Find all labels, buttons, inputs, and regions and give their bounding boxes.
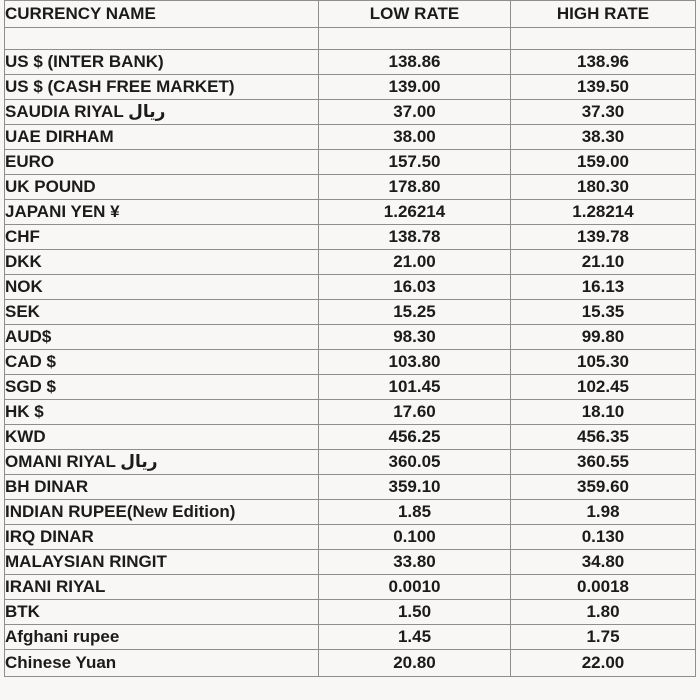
high-rate-cell: 1.98 bbox=[511, 500, 696, 525]
table-row bbox=[5, 100, 696, 125]
high-rate-cell: 0.130 bbox=[511, 525, 696, 550]
table-row bbox=[5, 650, 696, 677]
table-header-row bbox=[5, 1, 696, 28]
table-row bbox=[5, 200, 696, 225]
low-rate-cell: 33.80 bbox=[319, 550, 511, 575]
blank-row bbox=[5, 28, 696, 50]
high-rate-cell: 15.35 bbox=[511, 300, 696, 325]
high-rate-cell: 138.96 bbox=[511, 50, 696, 75]
currency-name-cell: EURO bbox=[5, 150, 319, 175]
low-rate-cell: 15.25 bbox=[319, 300, 511, 325]
high-rate-cell: 456.35 bbox=[511, 425, 696, 450]
currency-name-cell: Afghani rupee bbox=[5, 625, 319, 650]
high-rate-cell: 105.30 bbox=[511, 350, 696, 375]
table-row bbox=[5, 600, 696, 625]
table-row bbox=[5, 575, 696, 600]
currency-name-cell: BH DINAR bbox=[5, 475, 319, 500]
currency-name-cell: OMANI RIYAL ریال bbox=[5, 450, 319, 475]
table-row bbox=[5, 250, 696, 275]
low-rate-cell: 1.85 bbox=[319, 500, 511, 525]
high-rate-cell: 18.10 bbox=[511, 400, 696, 425]
low-rate-cell: 1.26214 bbox=[319, 200, 511, 225]
table-row bbox=[5, 550, 696, 575]
low-rate-cell: 1.50 bbox=[319, 600, 511, 625]
currency-name-cell: US $ (INTER BANK) bbox=[5, 50, 319, 75]
table-row bbox=[5, 225, 696, 250]
table-row bbox=[5, 525, 696, 550]
currency-name-cell: DKK bbox=[5, 250, 319, 275]
currency-name-cell: INDIAN RUPEE(New Edition) bbox=[5, 500, 319, 525]
low-rate-cell: 20.80 bbox=[319, 650, 511, 677]
currency-name-cell: JAPANI YEN ¥ bbox=[5, 200, 319, 225]
currency-name-cell: HK $ bbox=[5, 400, 319, 425]
table-row bbox=[5, 475, 696, 500]
low-rate-cell: 38.00 bbox=[319, 125, 511, 150]
currency-name-cell: NOK bbox=[5, 275, 319, 300]
currency-name-cell: BTK bbox=[5, 600, 319, 625]
high-rate-cell: 1.75 bbox=[511, 625, 696, 650]
currency-name-cell: UK POUND bbox=[5, 175, 319, 200]
currency-name-cell: MALAYSIAN RINGIT bbox=[5, 550, 319, 575]
currency-name-cell: SGD $ bbox=[5, 375, 319, 400]
high-rate-cell: 0.0018 bbox=[511, 575, 696, 600]
low-rate-cell: 0.100 bbox=[319, 525, 511, 550]
table-row bbox=[5, 50, 696, 75]
header-low-rate: LOW RATE bbox=[319, 1, 511, 28]
low-rate-cell: 17.60 bbox=[319, 400, 511, 425]
high-rate-cell: 99.80 bbox=[511, 325, 696, 350]
low-rate-cell: 360.05 bbox=[319, 450, 511, 475]
high-rate-cell: 22.00 bbox=[511, 650, 696, 677]
table-row bbox=[5, 300, 696, 325]
high-rate-cell: 34.80 bbox=[511, 550, 696, 575]
high-rate-cell: 38.30 bbox=[511, 125, 696, 150]
low-rate-cell: 101.45 bbox=[319, 375, 511, 400]
currency-name-cell: KWD bbox=[5, 425, 319, 450]
table-row bbox=[5, 175, 696, 200]
high-rate-cell: 102.45 bbox=[511, 375, 696, 400]
table-row bbox=[5, 500, 696, 525]
table-row bbox=[5, 75, 696, 100]
high-rate-cell: 21.10 bbox=[511, 250, 696, 275]
table-row bbox=[5, 400, 696, 425]
currency-name-cell: IRANI RIYAL bbox=[5, 575, 319, 600]
table-row bbox=[5, 325, 696, 350]
low-rate-cell: 16.03 bbox=[319, 275, 511, 300]
table-row bbox=[5, 125, 696, 150]
high-rate-cell: 139.50 bbox=[511, 75, 696, 100]
low-rate-cell: 1.45 bbox=[319, 625, 511, 650]
high-rate-cell: 16.13 bbox=[511, 275, 696, 300]
currency-name-cell: AUD$ bbox=[5, 325, 319, 350]
blank-cell bbox=[319, 28, 511, 50]
currency-name-cell: IRQ DINAR bbox=[5, 525, 319, 550]
low-rate-cell: 21.00 bbox=[319, 250, 511, 275]
low-rate-cell: 359.10 bbox=[319, 475, 511, 500]
currency-name-cell: Chinese Yuan bbox=[5, 650, 319, 677]
low-rate-cell: 157.50 bbox=[319, 150, 511, 175]
low-rate-cell: 37.00 bbox=[319, 100, 511, 125]
high-rate-cell: 1.28214 bbox=[511, 200, 696, 225]
high-rate-cell: 359.60 bbox=[511, 475, 696, 500]
low-rate-cell: 138.86 bbox=[319, 50, 511, 75]
currency-name-cell: SEK bbox=[5, 300, 319, 325]
currency-name-cell: US $ (CASH FREE MARKET) bbox=[5, 75, 319, 100]
table-row bbox=[5, 375, 696, 400]
header-currency-name: CURRENCY NAME bbox=[5, 1, 319, 28]
low-rate-cell: 138.78 bbox=[319, 225, 511, 250]
table-row bbox=[5, 450, 696, 475]
currency-rate-table bbox=[4, 0, 696, 677]
table-row bbox=[5, 350, 696, 375]
high-rate-cell: 180.30 bbox=[511, 175, 696, 200]
low-rate-cell: 103.80 bbox=[319, 350, 511, 375]
table-row bbox=[5, 150, 696, 175]
currency-name-cell: CAD $ bbox=[5, 350, 319, 375]
table-row bbox=[5, 425, 696, 450]
table-row bbox=[5, 275, 696, 300]
low-rate-cell: 178.80 bbox=[319, 175, 511, 200]
rate-rows bbox=[5, 50, 696, 677]
high-rate-cell: 139.78 bbox=[511, 225, 696, 250]
currency-name-cell: SAUDIA RIYAL ریال bbox=[5, 100, 319, 125]
table-row bbox=[5, 625, 696, 650]
low-rate-cell: 0.0010 bbox=[319, 575, 511, 600]
high-rate-cell: 37.30 bbox=[511, 100, 696, 125]
low-rate-cell: 98.30 bbox=[319, 325, 511, 350]
blank-cell bbox=[511, 28, 696, 50]
currency-name-cell: CHF bbox=[5, 225, 319, 250]
header-high-rate: HIGH RATE bbox=[511, 1, 696, 28]
high-rate-cell: 159.00 bbox=[511, 150, 696, 175]
currency-name-cell: UAE DIRHAM bbox=[5, 125, 319, 150]
blank-cell bbox=[5, 28, 319, 50]
high-rate-cell: 1.80 bbox=[511, 600, 696, 625]
low-rate-cell: 456.25 bbox=[319, 425, 511, 450]
high-rate-cell: 360.55 bbox=[511, 450, 696, 475]
low-rate-cell: 139.00 bbox=[319, 75, 511, 100]
